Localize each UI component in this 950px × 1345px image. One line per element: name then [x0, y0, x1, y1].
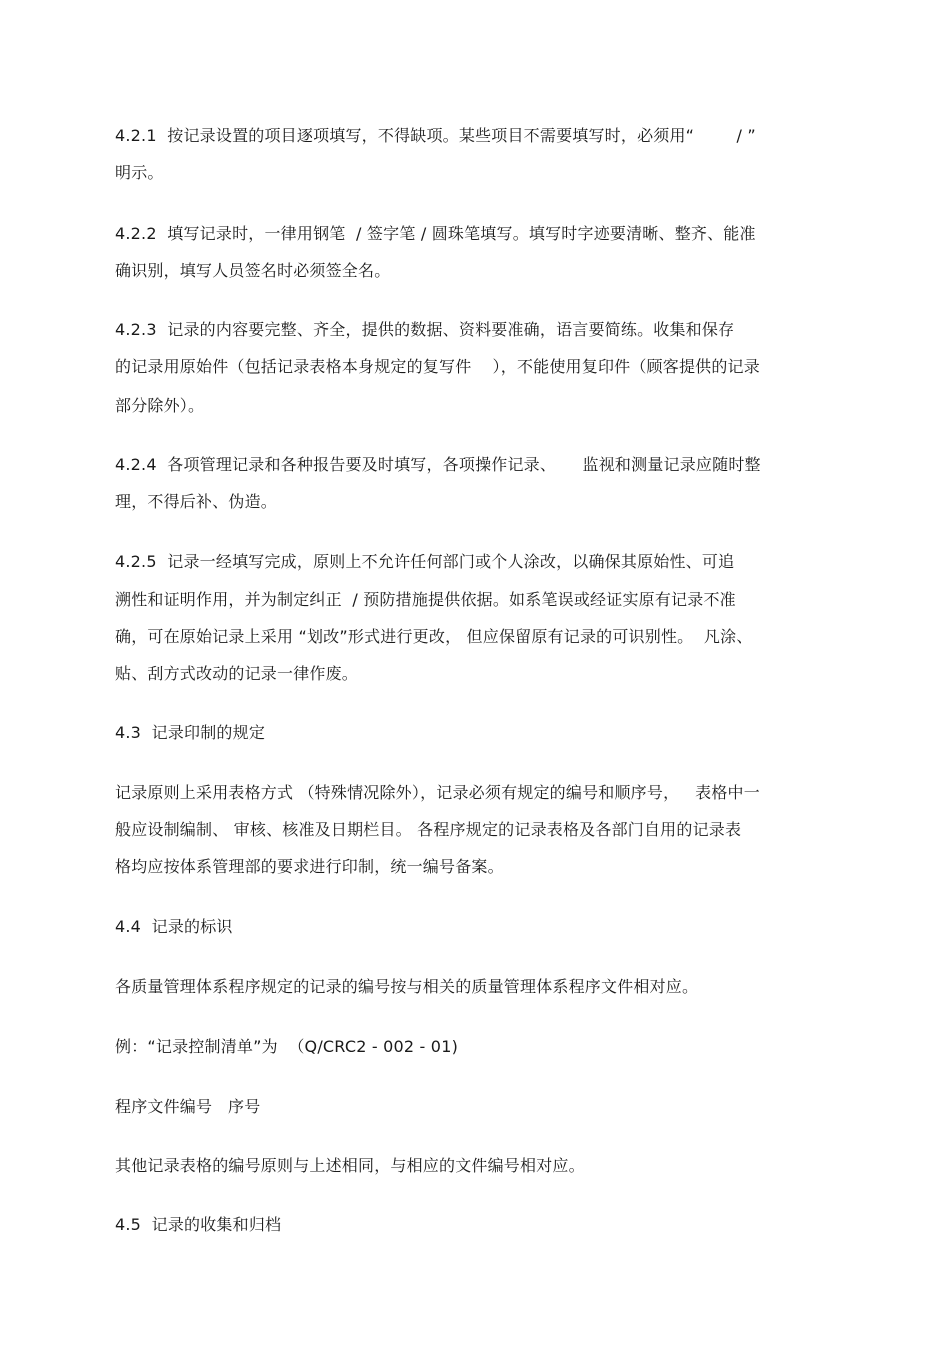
heading-4-4: 4.4 记录的标识: [115, 917, 233, 936]
paragraph-4-2-4-line-1: 4.2.4 各项管理记录和各种报告要及时填写，各项操作记录、 监视和测量记录应随时整: [115, 455, 761, 474]
paragraph-4-2-5-line-4: 贴、刮方式改动的记录一律作废。: [115, 664, 359, 683]
paragraph-4-2-3-line-1: 4.2.3 记录的内容要完整、齐全，提供的数据、资料要准确，语言要简练。收集和保存: [115, 320, 735, 339]
paragraph-4-2-3-line-3: 部分除外）。: [115, 396, 205, 415]
paragraph-4-4-other: 其他记录表格的编号原则与上述相同，与相应的文件编号相对应。: [115, 1156, 585, 1175]
paragraph-4-2-5-line-3: 确，可在原始记录上采用 “划改”形式进行更改， 但应保留原有记录的可识别性。 凡涂、: [115, 627, 753, 646]
heading-4-5: 4.5 记录的收集和归档: [115, 1215, 282, 1234]
paragraph-4-2-5-line-1: 4.2.5 记录一经填写完成，原则上不允许任何部门或个人涂改，以确保其原始性、可追: [115, 552, 735, 571]
paragraph-4-2-4-line-2: 理，不得后补、伪造。: [115, 492, 278, 511]
heading-4-3: 4.3 记录印制的规定: [115, 723, 266, 742]
paragraph-4-3-line-1: 记录原则上采用表格方式 （特殊情况除外），记录必须有规定的编号和顺序号， 表格中一: [115, 783, 760, 802]
paragraph-4-4-example: 例：“记录控制清单”为 （Q/CRC2 - 002 - 01): [115, 1037, 459, 1056]
paragraph-4-2-1-line-2: 明示。: [115, 163, 164, 182]
paragraph-4-2-5-line-2: 溯性和证明作用，并为制定纠正 / 预防措施提供依据。如系笔误或经证实原有记录不准: [115, 590, 736, 609]
paragraph-4-2-3-line-2: 的记录用原始件（包括记录表格本身规定的复写件 ），不能使用复印件（顾客提供的记录: [115, 357, 760, 376]
paragraph-4-2-1-line-1: 4.2.1 按记录设置的项目逐项填写，不得缺项。某些项目不需要填写时，必须用“ / ”: [115, 126, 756, 145]
paragraph-4-2-2-line-2: 确识别，填写人员签名时必须签全名。: [115, 261, 391, 280]
paragraph-4-4-legend: 程序文件编号 序号: [115, 1097, 261, 1116]
paragraph-4-2-2-line-1: 4.2.2 填写记录时，一律用钢笔 / 签字笔 / 圆珠笔填写。填写时字迹要清晰、整齐、能准: [115, 224, 756, 243]
paragraph-4-3-line-3: 格均应按体系管理部的要求进行印制，统一编号备案。: [115, 857, 504, 876]
paragraph-4-4-body: 各质量管理体系程序规定的记录的编号按与相关的质量管理体系程序文件相对应。: [115, 977, 699, 996]
paragraph-4-3-line-2: 般应设制编制、 审核、核准及日期栏目。 各程序规定的记录表格及各部门自用的记录表: [115, 820, 742, 839]
